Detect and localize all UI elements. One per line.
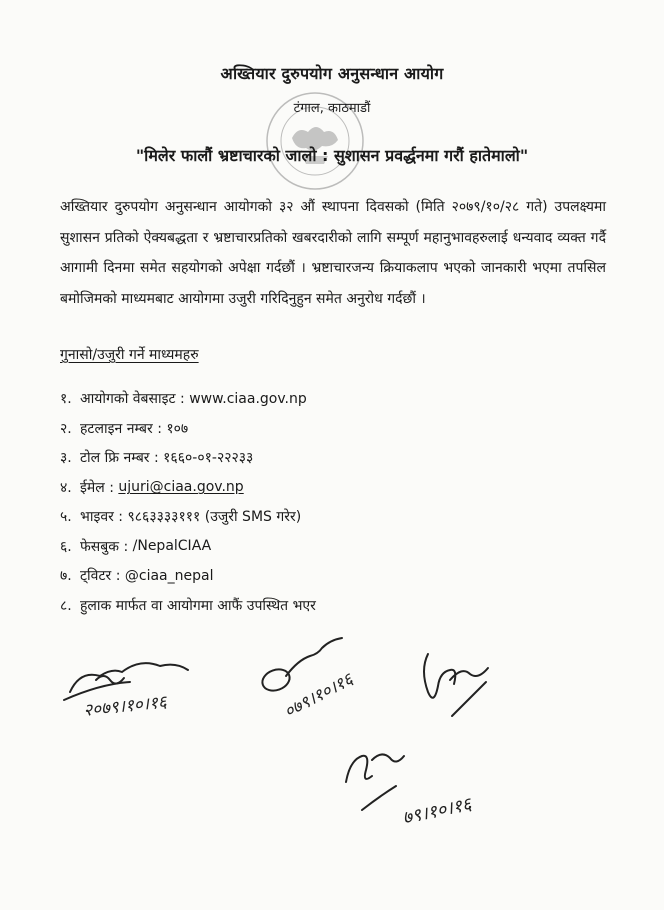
item-label: भाइवर : <box>80 509 124 526</box>
list-item <box>60 473 480 503</box>
twitter-handle[interactable]: @ciaa_nepal <box>124 567 214 584</box>
signature-3-icon <box>424 654 488 716</box>
item-number: ५. <box>60 509 72 526</box>
item-label: हुलाक मार्फत वा आयोगमा आफैं उपस्थित भएर <box>80 597 316 614</box>
item-number: १. <box>60 391 72 408</box>
item-number: ४. <box>60 479 72 496</box>
signature-4-date: ७९।१०।१६ <box>400 793 474 829</box>
item-label: हटलाइन नम्बर : <box>80 420 162 437</box>
item-number: ७. <box>60 568 72 585</box>
item-label: ईमेल : <box>80 479 114 496</box>
email-link[interactable]: ujuri@ciaa.gov.np <box>118 479 244 496</box>
signature-1-date: २०७९।१०।१६ <box>82 692 168 721</box>
item-number: ३. <box>60 450 72 467</box>
item-label: फेसबुक : <box>80 538 129 555</box>
viber-number: ९८६३३३३१११ (उजुरी SMS गरेर) <box>127 509 302 526</box>
toll-free-number: १६६०-०१-२२२३३ <box>163 450 254 467</box>
item-number: ८. <box>60 597 72 614</box>
signature-2-date: ०७९।१०।१६ <box>280 669 357 723</box>
website-link[interactable]: www.ciaa.gov.np <box>189 390 307 407</box>
list-item <box>60 414 480 444</box>
list-item <box>60 502 480 532</box>
item-number: २. <box>60 420 72 437</box>
complaint-channels-list <box>60 384 480 620</box>
facebook-handle[interactable]: /NepalCIAA <box>132 538 212 555</box>
item-label: टोल फ्रि नम्बर : <box>80 450 159 467</box>
list-item <box>60 532 480 562</box>
item-label: ट्विटर : <box>80 568 121 585</box>
organization-title: अख्तियार दुरुपयोग अनुसन्धान आयोग <box>220 64 444 83</box>
hotline-number: १०७ <box>166 420 189 437</box>
list-item <box>60 443 480 473</box>
signature-4-icon <box>346 754 404 810</box>
list-item <box>60 384 480 414</box>
signatures-area <box>0 610 664 910</box>
item-number: ६. <box>60 538 72 555</box>
item-label: आयोगको वेबसाइट : <box>80 391 185 408</box>
list-item <box>60 561 480 591</box>
complaint-channels-heading: गुनासो/उजुरी गर्ने माध्यमहरु <box>60 347 199 363</box>
signature-1-icon <box>64 663 188 700</box>
organization-address: टंगाल, काठमाडौं <box>293 101 371 116</box>
slogan: "मिलेर फालौं भ्रष्टाचारको जालो : सुशासन प्रवर्द्धनमा गरौं हातेमालो" <box>135 146 529 165</box>
body-paragraph: अख्तियार दुरुपयोग अनुसन्धान आयोगको ३२ औं स्थापना दिवसको (मिति २०७९/१०/२८ गते) उपलक्ष्यमा सुशासन प्रतिको ऐक्यबद्धता र भ्रष्टाचारप्रतिको खबरदारीको लागि सम्पूर्ण महानुभावहरुलाई धन्यवाद व्यक्त गर्दै आगामी दिनमा समेत सहयोगको अपेक्षा गर्दछौं । भ्रष्टाचारजन्य क्रियाकलाप भएको जानकारी भएमा तपसिल बमोजिमको माध्यमबाट आयोगमा उजुरी गरिदिनुहुन समेत अनुरोध गर्दछौं । <box>60 199 606 307</box>
